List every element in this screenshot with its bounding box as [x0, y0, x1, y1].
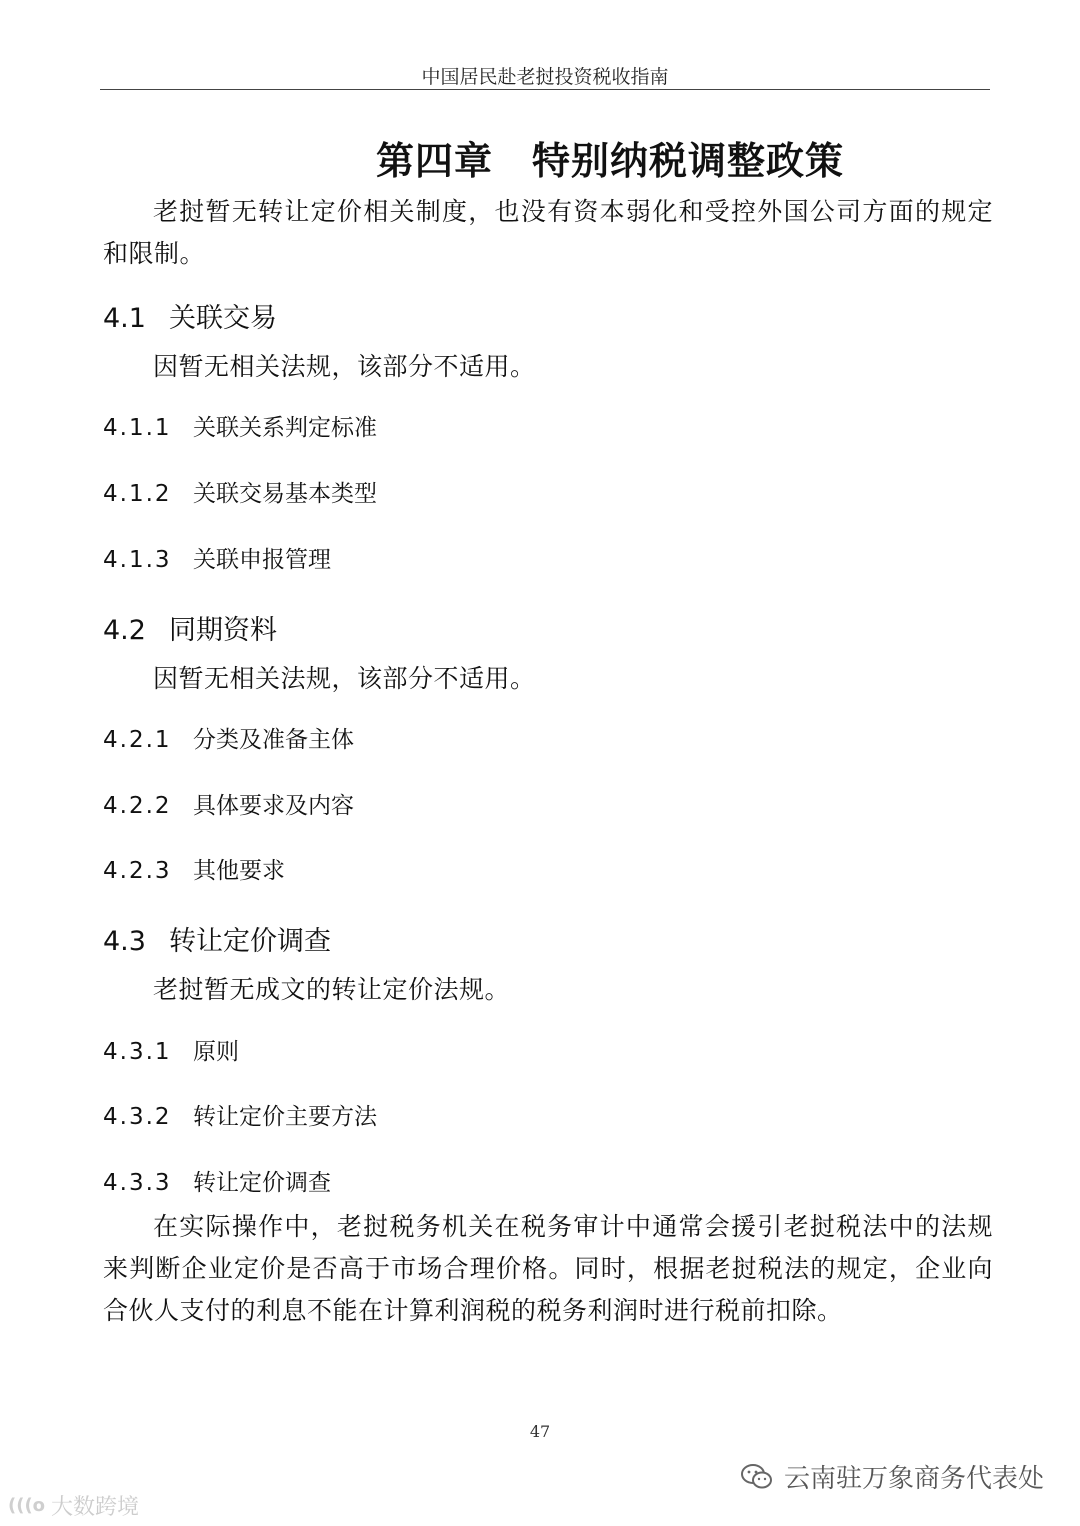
- section-body: 老挝暂无成文的转让定价法规。: [153, 975, 511, 1004]
- subsection-number: 4.3.1: [103, 1039, 172, 1065]
- subsection-heading: [103, 1098, 377, 1131]
- subsection-title: 分类及准备主体: [193, 727, 354, 753]
- subsection-heading: [103, 1033, 239, 1066]
- subsection-heading: [103, 787, 354, 820]
- subsection-title: 转让定价主要方法: [193, 1104, 377, 1130]
- subsection-number: 4.3.2: [103, 1104, 172, 1130]
- subsection-title: 关联关系判定标准: [193, 415, 377, 441]
- chapter-intro: 老挝暂无转让定价相关制度，也没有资本弱化和受控外国公司方面的规定和限制。: [103, 197, 993, 268]
- section-heading: [103, 296, 277, 335]
- subsection-heading: [103, 1164, 331, 1197]
- source-watermark-text: 大数跨境: [51, 1495, 140, 1520]
- subsection-heading: [103, 721, 354, 754]
- section-heading: [103, 608, 277, 647]
- subsection-heading: [103, 475, 377, 508]
- section-title: 关联交易: [169, 303, 277, 334]
- subsection-number: 4.2.2: [103, 793, 172, 819]
- subsection-number: 4.3.3: [103, 1170, 172, 1196]
- chapter-title: 第四章 特别纳税调整政策: [375, 139, 844, 183]
- subsection-number: 4.1.2: [103, 481, 172, 507]
- section-body: 因暂无相关法规，该部分不适用。: [153, 352, 536, 381]
- section-title: 转让定价调查: [169, 926, 331, 957]
- source-logo: (((o: [8, 1495, 46, 1516]
- subsection-number: 4.1.1: [103, 415, 172, 441]
- section-title: 同期资料: [169, 615, 277, 646]
- section-number: 4.3: [103, 926, 146, 957]
- subsection-heading: [103, 409, 377, 442]
- section-heading: [103, 919, 331, 958]
- subsection-title: 转让定价调查: [193, 1170, 331, 1196]
- section-number: 4.1: [103, 303, 146, 334]
- subsection-number: 4.1.3: [103, 547, 172, 573]
- subsection-heading: [103, 541, 331, 574]
- wechat-account-name: 云南驻万象商务代表处: [783, 1464, 1044, 1494]
- subsection-title: 其他要求: [193, 858, 285, 884]
- subsection-body: 在实际操作中，老挝税务机关在税务审计中通常会援引老挝税法中的法规来判断企业定价是否高于市场合理价格。同时，根据老挝税法的规定，企业向合伙人支付的利息不能在计算利润税的税务利润时进行税前扣除。: [103, 1212, 993, 1325]
- subsection-number: 4.2.3: [103, 858, 172, 884]
- subsection-title: 关联交易基本类型: [193, 481, 377, 507]
- subsection-title: 原则: [193, 1039, 239, 1065]
- wechat-icon: [740, 1463, 774, 1491]
- wechat-watermark: [740, 1458, 1044, 1495]
- subsection-heading: [103, 852, 285, 885]
- section-body: 因暂无相关法规，该部分不适用。: [153, 664, 536, 693]
- section-number: 4.2: [103, 615, 146, 646]
- subsection-number: 4.2.1: [103, 727, 172, 753]
- page-number: 47: [529, 1422, 551, 1441]
- header-rule: [100, 89, 990, 90]
- subsection-title: 具体要求及内容: [193, 793, 354, 819]
- source-watermark: [8, 1490, 139, 1521]
- running-header: 中国居民赴老挝投资税收指南: [421, 66, 669, 88]
- subsection-title: 关联申报管理: [193, 547, 331, 573]
